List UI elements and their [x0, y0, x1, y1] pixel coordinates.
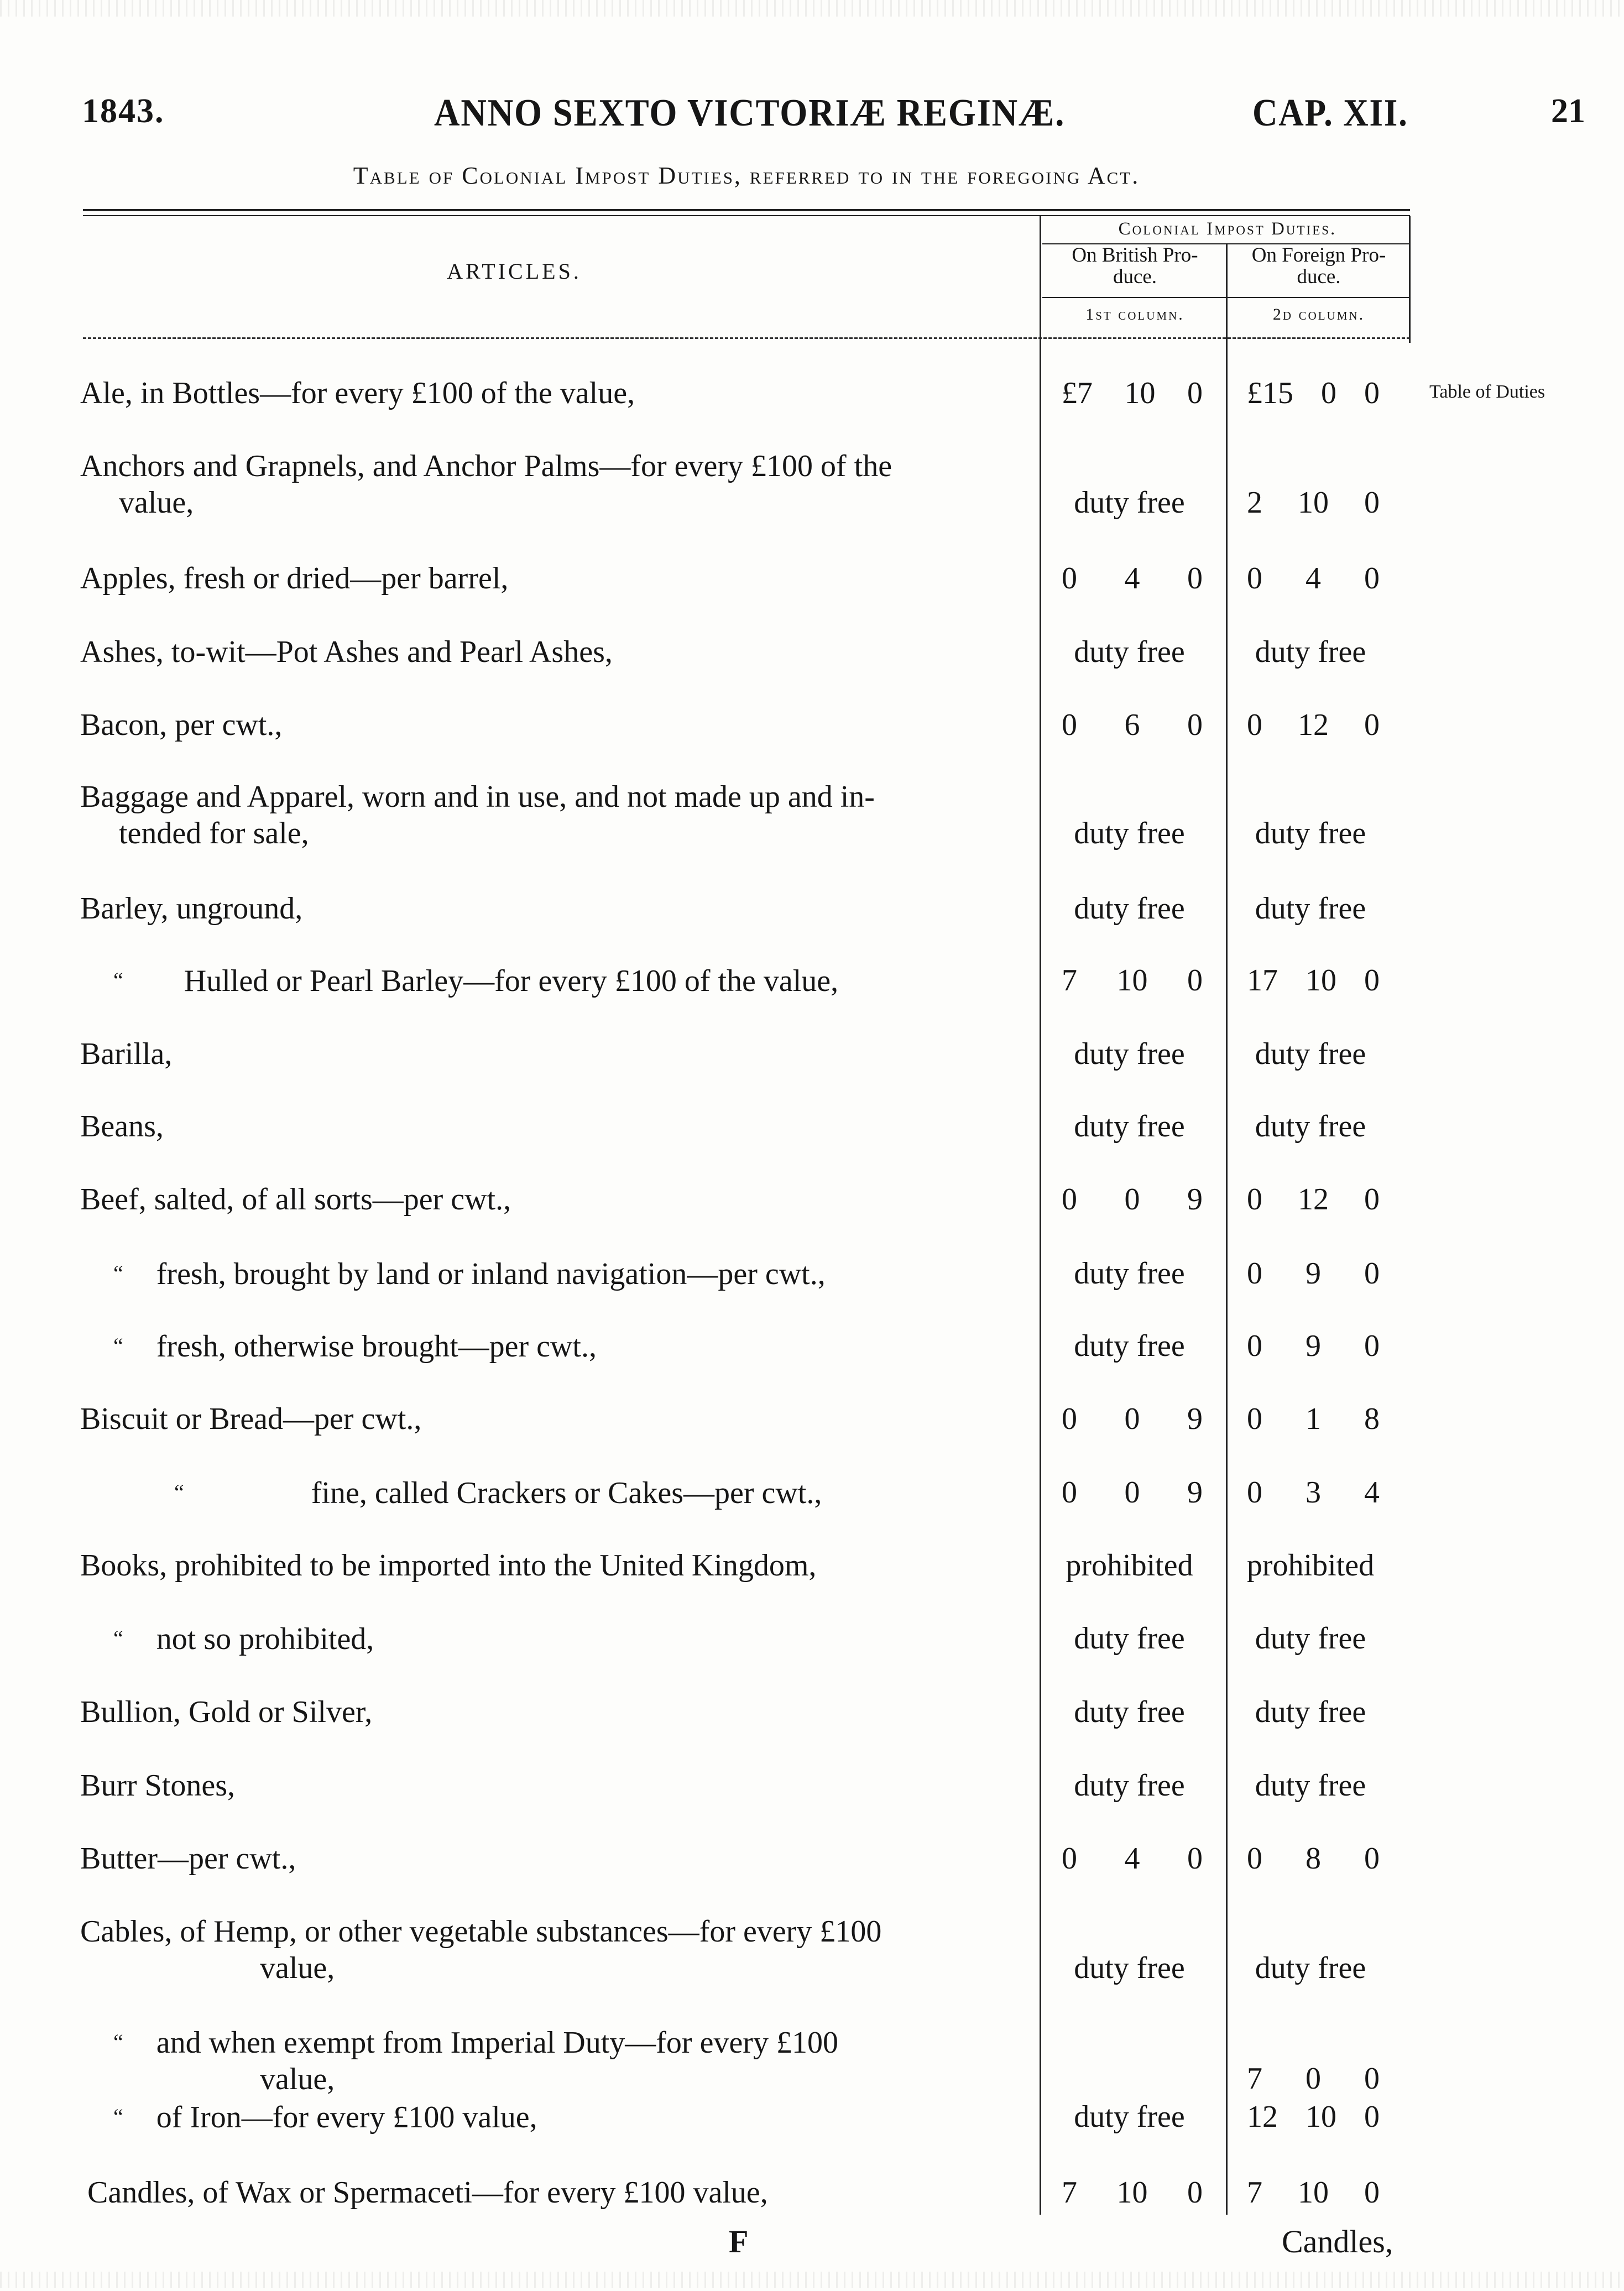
british-pounds: 7: [1062, 963, 1077, 998]
foreign-duty: [1247, 375, 1380, 411]
article-line: and when exempt from Imperial Duty—for every £100: [156, 2026, 838, 2060]
british-header-line1: On British Pro-: [1072, 244, 1198, 267]
foreign-duty: prohibited: [1246, 1548, 1375, 1583]
foreign-pence: 8: [1364, 1402, 1380, 1436]
foreign-duty: duty free: [1255, 1109, 1366, 1144]
article-name: Barley, unground,: [80, 891, 303, 926]
british-shillings: 0: [1124, 1475, 1140, 1510]
catchword: Candles,: [1282, 2224, 1393, 2259]
foreign-duty: duty free: [1255, 1768, 1366, 1803]
duties-group-header: Colonial Impost Duties.: [1118, 219, 1337, 239]
british-duty: duty free: [1074, 1109, 1185, 1144]
british-pence: 0: [1187, 963, 1203, 998]
foreign-shillings: 0: [1306, 2062, 1321, 2096]
foreign-duty: [1247, 707, 1380, 743]
british-pence: 0: [1187, 1841, 1203, 1876]
foreign-pounds: 0: [1247, 1329, 1262, 1363]
foreign-duty: [1247, 2099, 1380, 2135]
article-name: [80, 448, 1034, 521]
british-duty: duty free: [1074, 816, 1185, 850]
british-duty: duty free: [1074, 1768, 1185, 1803]
article-line: of Iron—for every £100 value,: [156, 2100, 537, 2135]
british-shillings: 0: [1124, 1402, 1140, 1436]
article-line: Hulled or Pearl Barley—for every £100 of the value,: [184, 964, 839, 998]
foreign-pounds: 0: [1247, 1256, 1262, 1291]
top-rule: [83, 209, 1410, 211]
article-line: Anchors and Grapnels, and Anchor Palms—for every £100 of the: [80, 449, 892, 483]
foreign-duty: [1247, 1181, 1380, 1218]
foreign-pence: 0: [1364, 1329, 1380, 1363]
foreign-pounds: 0: [1247, 1182, 1262, 1217]
article-name: [80, 2024, 1034, 2097]
foreign-pence: 0: [1364, 1841, 1380, 1876]
foreign-pence: 0: [1364, 2062, 1380, 2096]
foreign-duty: [1247, 2060, 1380, 2097]
british-pounds: 7: [1062, 2175, 1077, 2210]
article-continuation: tended for sale,: [119, 816, 309, 850]
foreign-pounds: 7: [1247, 2175, 1262, 2210]
foreign-shillings: 1: [1306, 1402, 1321, 1436]
article-name: Bacon, per cwt.,: [80, 708, 283, 742]
article-name: [80, 1620, 1034, 1657]
foreign-pounds: 17: [1247, 963, 1278, 998]
signature-mark: F: [729, 2224, 749, 2259]
british-duty: duty free: [1074, 1951, 1185, 1985]
foreign-pounds: 12: [1247, 2100, 1278, 2134]
article-line: not so prohibited,: [156, 1622, 374, 1656]
british-header-line2: duce.: [1113, 265, 1157, 288]
foreign-duty: duty free: [1255, 1621, 1366, 1656]
article-line: fresh, brought by land or inland navigation—per cwt.,: [156, 1257, 826, 1291]
foreign-shillings: 9: [1306, 1256, 1321, 1291]
article-name: [80, 1913, 1034, 1986]
foreign-pence: 4: [1364, 1475, 1380, 1510]
foreign-duty: [1247, 962, 1380, 999]
foreign-duty: duty free: [1255, 635, 1366, 669]
foreign-pence: 0: [1364, 2175, 1380, 2210]
foreign-pounds: 0: [1247, 1841, 1262, 1876]
article-continuation: value,: [260, 2062, 335, 2096]
british-duty: [1062, 1181, 1203, 1218]
article-line: Cables, of Hemp, or other vegetable substances—for every £100: [80, 1914, 882, 1949]
header-chapter: CAP. XII.: [1252, 92, 1408, 134]
foreign-duty: [1247, 1474, 1380, 1511]
foreign-duty: [1247, 2174, 1380, 2211]
foreign-duty: duty free: [1255, 1037, 1366, 1071]
article-name: Ashes, to-wit—Pot Ashes and Pearl Ashes,: [80, 635, 613, 669]
british-pounds: 0: [1062, 1841, 1077, 1876]
article-name: Books, prohibited to be imported into the United Kingdom,: [80, 1548, 817, 1583]
british-pounds: 0: [1062, 1402, 1077, 1436]
british-duty: [1062, 560, 1203, 597]
article-name: Ale, in Bottles—for every £100 of the value,: [80, 376, 635, 410]
foreign-pounds: 7: [1247, 2062, 1262, 2096]
british-duty: [1062, 2174, 1203, 2211]
british-pounds: £7: [1062, 376, 1093, 410]
foreign-header-line1: On Foreign Pro-: [1251, 244, 1386, 267]
side-note: Table of Duties: [1429, 382, 1545, 402]
foreign-pence: 0: [1364, 561, 1380, 596]
foreign-duty: [1247, 1255, 1380, 1292]
foreign-pounds: 2: [1247, 486, 1262, 520]
british-duty: duty free: [1074, 1256, 1185, 1291]
foreign-shillings: 12: [1298, 708, 1329, 742]
foreign-shillings: 9: [1306, 1329, 1321, 1363]
british-duty: duty free: [1074, 2100, 1185, 2134]
foreign-duty: [1247, 1401, 1380, 1437]
british-pounds: 0: [1062, 1182, 1077, 1217]
table-subtitle: Table of Colonial Impost Duties, referred to in the foregoing Act.: [353, 162, 1140, 189]
british-shillings: 4: [1124, 561, 1140, 596]
scan-noise-top: [0, 0, 1624, 17]
foreign-pence: 0: [1364, 2100, 1380, 2134]
british-duty: duty free: [1074, 635, 1185, 669]
foreign-produce-header: [1228, 245, 1410, 288]
british-duty: duty free: [1074, 1621, 1185, 1656]
foreign-pence: 0: [1364, 708, 1380, 742]
article-name: [80, 962, 1034, 999]
header-bottom-rule: [83, 337, 1410, 339]
foreign-pounds: 0: [1247, 708, 1262, 742]
foreign-duty: [1247, 1328, 1380, 1364]
foreign-shillings: 8: [1306, 1841, 1321, 1876]
column-divider-right: [1409, 216, 1411, 343]
foreign-pounds: 0: [1247, 561, 1262, 596]
british-duty: [1062, 375, 1203, 411]
ditto-mark: “: [113, 1333, 123, 1358]
british-shillings: 4: [1124, 1841, 1140, 1876]
article-name: Burr Stones,: [80, 1768, 235, 1803]
british-pounds: 0: [1062, 1475, 1077, 1510]
british-duty: [1062, 1401, 1203, 1437]
british-pence: 0: [1187, 376, 1203, 410]
foreign-pounds: £15: [1247, 376, 1293, 410]
foreign-shillings: 10: [1306, 2100, 1336, 2134]
foreign-pence: 0: [1364, 963, 1380, 998]
foreign-pence: 0: [1364, 1182, 1380, 1217]
article-name: [80, 1255, 1034, 1292]
british-pence: 9: [1187, 1402, 1203, 1436]
british-shillings: 10: [1116, 963, 1148, 998]
british-shillings: 10: [1124, 376, 1156, 410]
foreign-pence: 0: [1364, 1256, 1380, 1291]
top-rule-thin: [83, 215, 1410, 216]
british-pounds: 0: [1062, 561, 1077, 596]
foreign-duty: duty free: [1255, 891, 1366, 926]
article-name: Biscuit or Bread—per cwt.,: [80, 1402, 422, 1436]
foreign-duty: duty free: [1255, 1695, 1366, 1729]
foreign-shillings: 10: [1298, 486, 1329, 520]
foreign-pence: 0: [1364, 486, 1380, 520]
column-divider-middle: [1226, 243, 1228, 2215]
article-line: fresh, otherwise brought—per cwt.,: [156, 1329, 597, 1364]
scan-noise-bottom: [0, 2272, 1624, 2288]
header-year: 1843.: [82, 92, 165, 130]
foreign-header-line2: duce.: [1297, 265, 1341, 288]
british-pounds: 0: [1062, 708, 1077, 742]
ditto-mark: “: [113, 1261, 123, 1286]
foreign-duty: duty free: [1255, 1951, 1366, 1985]
article-line: Baggage and Apparel, worn and in use, and not made up and in-: [80, 780, 875, 814]
foreign-duty: [1247, 1840, 1380, 1877]
article-line: fine, called Crackers or Cakes—per cwt.,: [311, 1476, 822, 1510]
british-duty: [1062, 707, 1203, 743]
page-number: 21: [1551, 92, 1585, 130]
foreign-duty: duty free: [1255, 816, 1366, 850]
british-duty: [1062, 1474, 1203, 1511]
foreign-pounds: 0: [1247, 1475, 1262, 1510]
british-produce-header: [1042, 245, 1228, 288]
foreign-pence: 0: [1364, 376, 1380, 410]
ditto-mark: “: [113, 968, 123, 993]
british-duty: duty free: [1074, 891, 1185, 926]
ditto-mark: “: [113, 2029, 123, 2054]
column-divider-left: [1040, 216, 1041, 2215]
article-name: [80, 2099, 1034, 2136]
ditto-mark: “: [113, 1626, 123, 1651]
british-shillings: 10: [1116, 2175, 1148, 2210]
british-pence: 9: [1187, 1475, 1203, 1510]
british-pence: 9: [1187, 1182, 1203, 1217]
articles-header: ARTICLES.: [447, 259, 582, 284]
british-pence: 0: [1187, 708, 1203, 742]
foreign-duty: [1247, 560, 1380, 597]
british-duty: duty free: [1074, 1329, 1185, 1363]
british-duty: [1062, 1840, 1203, 1877]
ditto-mark: “: [113, 2104, 123, 2129]
british-duty: duty free: [1074, 486, 1185, 520]
article-name: [80, 779, 1034, 852]
british-duty: duty free: [1074, 1695, 1185, 1729]
foreign-shillings: 10: [1298, 2175, 1329, 2210]
first-column-label: 1st column.: [1085, 305, 1184, 323]
british-duty: duty free: [1074, 1037, 1185, 1071]
foreign-shillings: 12: [1298, 1182, 1329, 1217]
article-continuation: value,: [260, 1951, 335, 1985]
article-name: [80, 1474, 1034, 1511]
foreign-pounds: 0: [1247, 1402, 1262, 1436]
article-name: Beans,: [80, 1109, 164, 1144]
article-name: Butter—per cwt.,: [80, 1841, 296, 1876]
article-name: Barilla,: [80, 1037, 173, 1071]
foreign-shillings: 3: [1306, 1475, 1321, 1510]
ditto-mark: “: [174, 1480, 184, 1505]
british-pence: 0: [1187, 561, 1203, 596]
article-name: [80, 1328, 1034, 1365]
foreign-duty: [1247, 484, 1380, 521]
article-name: Apples, fresh or dried—per barrel,: [80, 561, 509, 596]
article-name: Candles, of Wax or Spermaceti—for every £100 value,: [87, 2175, 768, 2210]
foreign-shillings: 4: [1306, 561, 1321, 596]
foreign-shillings: 10: [1306, 963, 1336, 998]
article-name: Beef, salted, of all sorts—per cwt.,: [80, 1182, 511, 1217]
header-title: ANNO SEXTO VICTORIÆ REGINÆ.: [434, 92, 1066, 134]
foreign-shillings: 0: [1321, 376, 1336, 410]
british-shillings: 6: [1124, 708, 1140, 742]
british-shillings: 0: [1124, 1182, 1140, 1217]
british-duty: prohibited: [1066, 1548, 1193, 1583]
second-column-label: 2d column.: [1272, 305, 1365, 323]
british-pence: 0: [1187, 2175, 1203, 2210]
british-duty: [1062, 962, 1203, 999]
article-name: Bullion, Gold or Silver,: [80, 1695, 373, 1729]
article-continuation: value,: [119, 486, 194, 520]
